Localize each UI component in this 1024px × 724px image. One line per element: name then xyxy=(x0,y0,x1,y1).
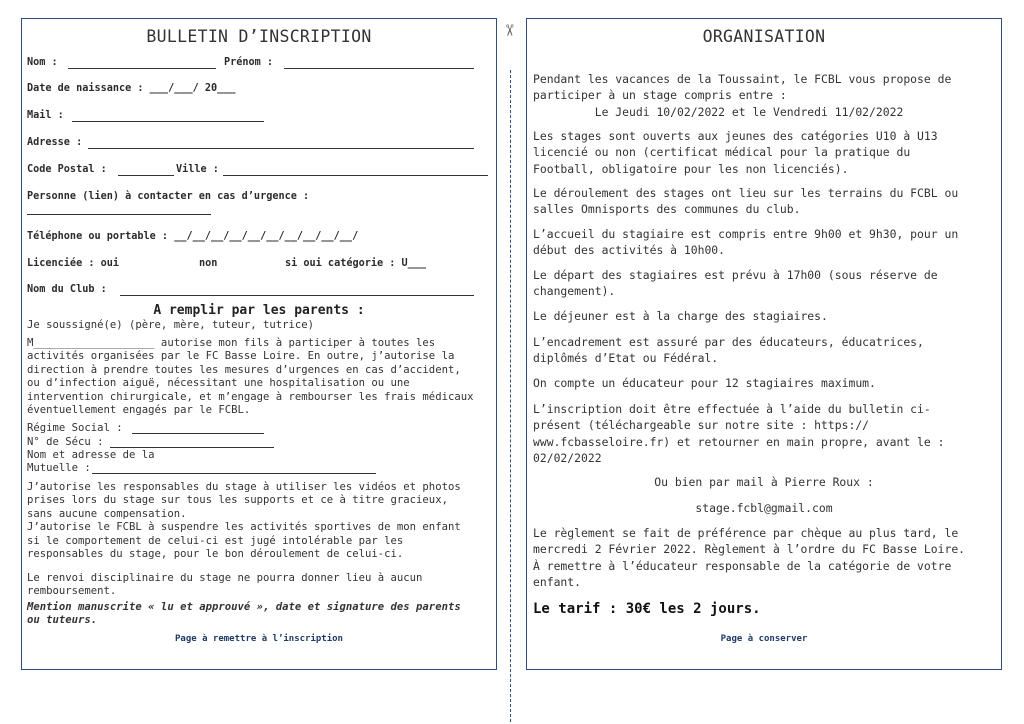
regime-field[interactable] xyxy=(132,433,264,434)
educateur-paragraph: On compte un éducateur pour 12 stagiaires maximum. xyxy=(533,376,876,390)
secu-label: N° de Sécu : xyxy=(27,436,104,448)
autorisation-text: M___________________ autorise mon fils à participer à toutes les activités organisées par le FC Basse Loire. En outre, j’autorise la direction à prendre toutes les mesures d’urgences en cas d’accident, ou d’infection aiguë, nécessitant une hospitalisation ou une intervention chirurgicale, et m’engage à rembourser les frais médicaux éventuellement engagés par le FCBL. xyxy=(27,337,474,417)
intro-paragraph: Pendant les vacances de la Toussaint, le FCBL vous propose de participer à un stage compris entre : Le Jeudi 10/02/2022 et le Vendredi 11/02/2022 xyxy=(533,72,952,119)
bulletin-footer: Page à remettre à l’inscription xyxy=(175,634,343,644)
mutuelle-label-2: Mutuelle : xyxy=(27,462,91,474)
bulletin-title: BULLETIN D’INSCRIPTION xyxy=(146,27,372,46)
secu-field[interactable] xyxy=(110,447,274,448)
encadrement-paragraph: L’encadrement est assuré par des éducateurs, éducatrices, diplômés d’Etat ou Fédéral. xyxy=(533,335,924,366)
scissors-icon: ✂ xyxy=(500,23,520,38)
contact-email[interactable]: stage.fcbl@gmail.com xyxy=(695,501,833,515)
categories-paragraph: Les stages sont ouverts aux jeunes des catégories U10 à U13 licencié ou non (certificat médical pour la pratique du Football, obligatoire pour les non licenciés). xyxy=(533,129,938,176)
ville-label: Ville : xyxy=(176,164,219,175)
code-postal-label: Code Postal : xyxy=(27,164,107,175)
parents-heading: A remplir par les parents : xyxy=(153,303,365,318)
nom-field[interactable] xyxy=(68,68,216,69)
code-postal-field[interactable] xyxy=(118,175,174,176)
date-naissance-label[interactable]: Date de naissance : ___/___/ 20___ xyxy=(27,83,236,94)
ville-field[interactable] xyxy=(223,175,488,176)
nom-label: Nom : xyxy=(27,57,58,68)
prenom-field[interactable] xyxy=(284,68,474,69)
mail-contact-paragraph: Ou bien par mail à Pierre Roux : xyxy=(654,475,874,489)
adresse-label: Adresse : xyxy=(27,137,83,148)
licenciee-oui-label[interactable]: Licenciée : oui xyxy=(27,258,120,269)
urgence-label: Personne (lien) à contacter en cas d’urgence : xyxy=(27,191,310,202)
organisation-panel xyxy=(526,18,1002,670)
accueil-paragraph: L’accueil du stagiaire est compris entre 9h00 et 9h30, pour un début des activités à 10h00. xyxy=(533,227,959,258)
adresse-field[interactable] xyxy=(88,148,474,149)
depart-paragraph: Le départ des stagiaires est prévu à 17h00 (sous réserve de changement). xyxy=(533,268,938,299)
autorisation-videos-text: J’autorise les responsables du stage à utiliser les vidéos et photos prises lors du stage sur tous les supports et ce à titre gracieux, sans aucune compensation. J’autorise le FCBL à suspendre les activités sportives de mon enfant si le comportement de celui-ci est jugé intolérable par les responsables du stage, pour le bon déroulement de celui-ci. xyxy=(27,481,461,561)
lieu-paragraph: Le déroulement des stages ont lieu sur les terrains du FCBL ou salles Omnisports des communes du club. xyxy=(533,186,959,217)
cut-line xyxy=(510,70,511,722)
mutuelle-field[interactable] xyxy=(92,473,376,474)
renvoi-text: Le renvoi disciplinaire du stage ne pourra donner lieu à aucun remboursement. xyxy=(27,572,423,598)
inscription-paragraph: L’inscription doit être effectuée à l’aide du bulletin ci- présent (téléchargeable sur notre site : https:// www.fcbasseloire.fr) et retourner en main propre, avant le : 02/02/2022 xyxy=(533,402,945,466)
reglement-paragraph: Le règlement se fait de préférence par chèque au plus tard, le mercredi 2 Février 2022. Règlement à l’ordre du FC Basse Loire. À remettre à l’éducateur responsable de la catégorie de votre enfant. xyxy=(533,526,966,590)
mail-label: Mail : xyxy=(27,110,64,121)
regime-label: Régime Social : xyxy=(27,422,123,434)
dejeuner-paragraph: Le déjeuner est à la charge des stagiaires. xyxy=(533,309,828,323)
telephone-label[interactable]: Téléphone ou portable : __/__/__/__/__/__/__/__/__/__/ xyxy=(27,231,359,242)
bulletin-panel xyxy=(21,18,497,670)
categorie-label[interactable]: si oui catégorie : U___ xyxy=(285,258,427,269)
soussigne-text: Je soussigné(e) (père, mère, tuteur, tutrice) xyxy=(27,319,315,331)
mail-field[interactable] xyxy=(72,121,264,122)
club-field[interactable] xyxy=(120,295,474,296)
tarif-text: Le tarif : 30€ les 2 jours. xyxy=(533,601,761,617)
mention-text: Mention manuscrite « lu et approuvé », date et signature des parents ou tuteurs. xyxy=(27,601,461,627)
prenom-label: Prénom : xyxy=(224,57,274,68)
licenciee-non-label[interactable]: non xyxy=(199,258,218,269)
organisation-title: ORGANISATION xyxy=(702,27,826,46)
urgence-field[interactable] xyxy=(27,214,211,215)
organisation-footer: Page à conserver xyxy=(720,634,808,644)
club-label: Nom du Club : xyxy=(27,284,107,295)
mutuelle-label-1: Nom et adresse de la xyxy=(27,449,155,461)
